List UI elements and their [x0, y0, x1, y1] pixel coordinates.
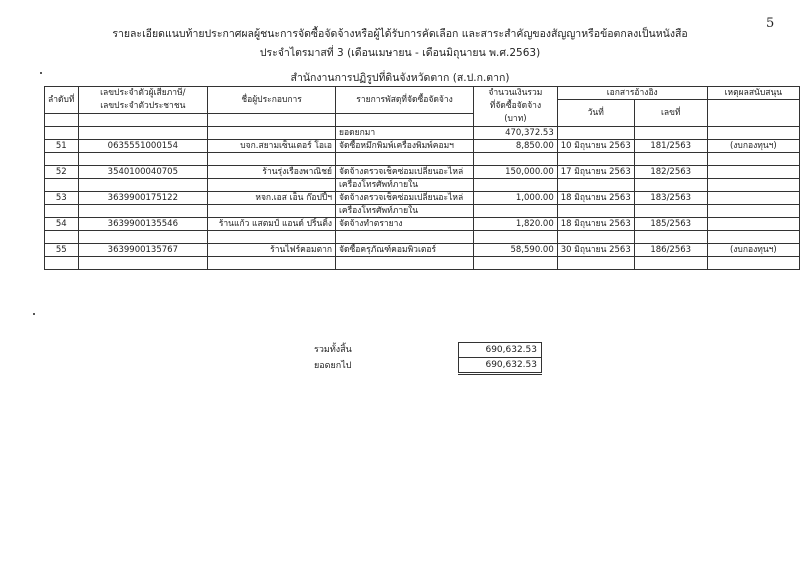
col-header-item: รายการพัสดุที่จัดซื้อจัดจ้าง — [336, 87, 474, 114]
row-taxid: 3540100040705 — [78, 166, 208, 179]
row-docno: 182/2563 — [634, 166, 707, 179]
col-header-date: วันที่ — [557, 100, 634, 127]
table-row — [45, 140, 800, 153]
row-vendor: หจก.เอส เอ็น ก๊อปปี้ฯ — [208, 192, 336, 205]
row-docno: 181/2563 — [634, 140, 707, 153]
total-row — [300, 343, 542, 358]
row-item: จัดจ้างตรวจเช็คซ่อมเปลี่ยนอะไหล่ — [336, 166, 474, 179]
row-vendor: ร้านรุ่งเรืองพาณิชย์ — [208, 166, 336, 179]
scan-speck — [33, 313, 35, 315]
row-date: 10 มิถุนายน 2563 — [557, 140, 634, 153]
col-header-amount-line1: จำนวนเงินรวม — [488, 88, 543, 98]
row-docno: 186/2563 — [634, 244, 707, 257]
row-no: 53 — [45, 192, 79, 205]
row-amount: 150,000.00 — [474, 166, 558, 179]
col-header-taxid — [78, 87, 208, 114]
brought-forward-row — [45, 127, 800, 140]
row-item-line2 — [336, 257, 474, 270]
row-item-line2 — [336, 231, 474, 244]
col-header-taxid-line2: เลขประจำตัวประชาชน — [100, 101, 186, 111]
totals-block — [300, 342, 542, 375]
col-header-amount-line3: (บาท) — [504, 114, 527, 124]
row-taxid: 3639900135767 — [78, 244, 208, 257]
row-docno: 183/2563 — [634, 192, 707, 205]
table-row — [45, 192, 800, 205]
col-header-docno: เลขที่ — [634, 100, 707, 127]
table-row — [45, 166, 800, 179]
row-amount: 1,000.00 — [474, 192, 558, 205]
table-row-continuation — [45, 231, 800, 244]
col-header-vendor: ชื่อผู้ประกอบการ — [208, 87, 336, 114]
table-row — [45, 244, 800, 257]
row-vendor: ร้านไฟร์คอมตาก — [208, 244, 336, 257]
row-no: 55 — [45, 244, 79, 257]
doc-subtitle: ประจำไตรมาสที่ 3 (เดือนเมษายน - เดือนมิถุนายน พ.ศ.2563) — [259, 47, 541, 59]
total-label: รวมทั้งสิ้น — [314, 345, 352, 355]
scan-speck — [40, 72, 42, 74]
row-item: จัดจ้างตรวจเช็คซ่อมเปลี่ยนอะไหล่ — [336, 192, 474, 205]
row-item: จัดจ้างทำตรายาง — [336, 218, 474, 231]
row-reason: (งบกองทุนฯ) — [707, 244, 799, 257]
brought-forward-label: ยอดยกมา — [336, 127, 474, 140]
row-reason — [707, 218, 799, 231]
row-item: จัดซื้อครุภัณฑ์คอมพิวเตอร์ — [336, 244, 474, 257]
row-date: 17 มิถุนายน 2563 — [557, 166, 634, 179]
row-amount: 58,590.00 — [474, 244, 558, 257]
carry-forward-row — [300, 358, 542, 374]
col-header-taxid-line1: เลขประจำตัวผู้เสียภาษี/ — [100, 88, 186, 98]
procurement-table — [44, 86, 800, 270]
row-taxid: 3639900135546 — [78, 218, 208, 231]
col-header-reason: เหตุผลสนับสนุน — [707, 87, 799, 100]
row-no: 52 — [45, 166, 79, 179]
table-row-continuation — [45, 205, 800, 218]
col-header-amount-line2: ที่จัดซื้อจัดจ้าง — [489, 101, 542, 111]
row-date: 18 มิถุนายน 2563 — [557, 192, 634, 205]
row-date: 30 มิถุนายน 2563 — [557, 244, 634, 257]
col-header-ref: เอกสารอ้างอิง — [557, 87, 707, 100]
row-reason — [707, 166, 799, 179]
row-docno: 185/2563 — [634, 218, 707, 231]
total-value: 690,632.53 — [459, 343, 542, 358]
doc-title: รายละเอียดแนบท้ายประกาศผลผู้ชนะการจัดซื้อจัดจ้างหรือผู้ได้รับการคัดเลือก และสาระสำคัญของสัญญาหรือข้อตกลงเป็นหนังสือ — [112, 28, 688, 40]
row-item: จัดซื้อหมึกพิมพ์เครื่องพิมพ์คอมฯ — [336, 140, 474, 153]
row-item-line2: เครื่องโทรศัพท์ภายใน — [336, 205, 474, 218]
header-row — [45, 87, 800, 100]
carry-forward-label: ยอดยกไป — [314, 360, 352, 371]
row-vendor: บจก.สยามเซ็นเตอร์ โอเอ — [208, 140, 336, 153]
table-row-continuation — [45, 257, 800, 270]
row-reason: (งบกองทุนฯ) — [707, 140, 799, 153]
row-item-line2 — [336, 153, 474, 166]
row-date: 18 มิถุนายน 2563 — [557, 218, 634, 231]
row-no: 51 — [45, 140, 79, 153]
row-amount: 8,850.00 — [474, 140, 558, 153]
col-header-no: ลำดับที่ — [45, 87, 79, 114]
brought-forward-value: 470,372.53 — [474, 127, 558, 140]
row-vendor: ร้านแก้ว แสตมป์ แอนด์ ปริ้นติ้ง — [208, 218, 336, 231]
table-row — [45, 218, 800, 231]
table-row-continuation — [45, 153, 800, 166]
row-taxid: 3639900175122 — [78, 192, 208, 205]
row-item-line2: เครื่องโทรศัพท์ภายใน — [336, 179, 474, 192]
row-reason — [707, 192, 799, 205]
row-amount: 1,820.00 — [474, 218, 558, 231]
col-header-amount — [474, 87, 558, 127]
row-no: 54 — [45, 218, 79, 231]
row-taxid: 0635551000154 — [78, 140, 208, 153]
page-number: 5 — [766, 16, 775, 31]
agency-name: สำนักงานการปฏิรูปที่ดินจังหวัดตาก (ส.ป.ก.ตาก) — [290, 72, 510, 84]
carry-forward-value: 690,632.53 — [459, 358, 542, 374]
table-row-continuation — [45, 179, 800, 192]
